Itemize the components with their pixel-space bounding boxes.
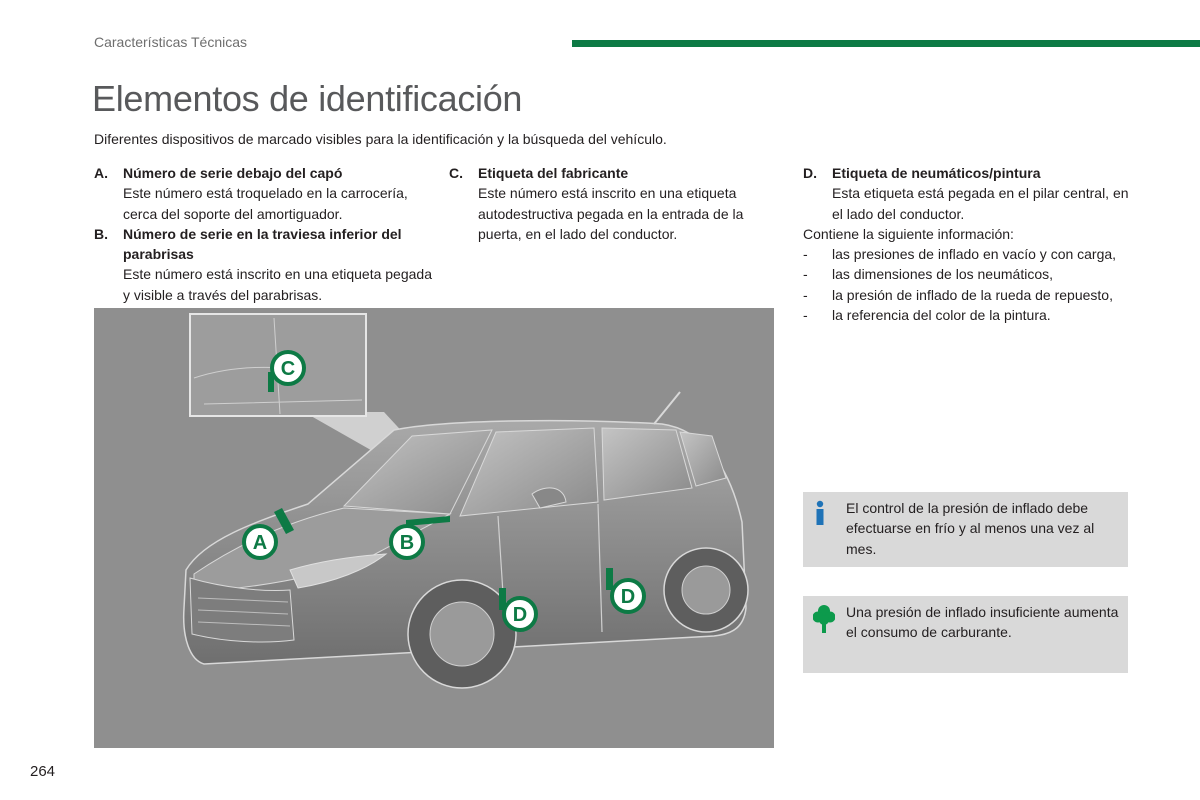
item-c-body: Este número está inscrito en una etiqueta autodestructiva pegada en la entrada de la puerta, en el lado del conductor. bbox=[478, 185, 744, 242]
intro-text: Diferentes dispositivos de marcado visibles para la identificación y la búsqueda del vehículo. bbox=[94, 131, 667, 147]
item-c-title: Etiqueta del fabricante bbox=[478, 165, 629, 181]
marker-a bbox=[244, 526, 276, 558]
item-a-title: Número de serie debajo del capó bbox=[123, 165, 343, 181]
item-b-letter: B. bbox=[94, 225, 108, 242]
bullet-dash: - bbox=[803, 286, 808, 303]
marker-d-front bbox=[504, 598, 536, 630]
column-left bbox=[94, 163, 434, 305]
item-d-letter: D. bbox=[803, 165, 817, 181]
marker-c bbox=[272, 352, 304, 384]
marker-b bbox=[391, 526, 423, 558]
eco-note bbox=[803, 596, 1128, 673]
list-item bbox=[803, 305, 1133, 325]
bullet-text: la referencia del color de la pintura. bbox=[832, 307, 1051, 324]
header-accent-bar bbox=[572, 40, 1200, 47]
marker-a-label: A bbox=[252, 532, 268, 554]
tree-icon bbox=[813, 604, 835, 639]
item-a-body: Este número está troquelado en la carrocería, cerca del soporte del amortiguador. bbox=[123, 185, 408, 222]
info-note-text: El control de la presión de inflado debe efectuarse en frío y al menos una vez al mes. bbox=[846, 500, 1095, 557]
marker-b-label: B bbox=[399, 532, 415, 554]
item-b-title: Número de serie en la traviesa inferior del parabrisas bbox=[123, 225, 402, 263]
marker-d2-label: D bbox=[620, 586, 636, 608]
column-right bbox=[803, 163, 1133, 325]
antenna bbox=[654, 392, 680, 424]
item-c-letter: C. bbox=[449, 165, 463, 181]
item-c bbox=[449, 163, 779, 244]
bullet-dash: - bbox=[803, 246, 808, 263]
car-diagram bbox=[94, 308, 774, 748]
list-item bbox=[803, 264, 1133, 284]
list-item bbox=[803, 285, 1133, 305]
column-middle bbox=[449, 163, 779, 244]
page-number: 264 bbox=[30, 763, 56, 780]
vehicle-illustration bbox=[94, 308, 774, 748]
item-b-body: Este número está inscrito en una etiqueta pegada y visible a través del parabrisas. bbox=[123, 266, 432, 303]
front-wheel-rim bbox=[430, 602, 494, 666]
bullet-text: las dimensiones de los neumáticos, bbox=[832, 266, 1054, 283]
car-rear-window bbox=[602, 428, 692, 500]
item-d bbox=[803, 163, 1133, 325]
item-a-letter: A. bbox=[94, 165, 108, 181]
marker-d1-label: D bbox=[512, 604, 528, 626]
marker-c-label: C bbox=[280, 358, 296, 380]
item-d-body: Esta etiqueta está pegada en el pilar central, en el lado del conductor. bbox=[832, 185, 1129, 222]
item-a bbox=[94, 163, 434, 224]
info-icon bbox=[813, 500, 827, 531]
info-note bbox=[803, 492, 1128, 567]
item-d-contains-label: Contiene la siguiente información: bbox=[803, 225, 1014, 242]
eco-note-text: Una presión de inflado insuficiente aumenta el consumo de carburante. bbox=[846, 604, 1119, 641]
rear-wheel-rim bbox=[682, 566, 730, 614]
item-d-title: Etiqueta de neumáticos/pintura bbox=[832, 165, 1041, 181]
bullet-dash: - bbox=[803, 266, 808, 283]
bullet-text: las presiones de inflado en vacío y con carga, bbox=[832, 246, 1117, 263]
marker-d-pillar bbox=[612, 580, 644, 612]
bullet-dash: - bbox=[803, 307, 808, 324]
tag-mark-d2 bbox=[606, 568, 613, 590]
bullet-text: la presión de inflado de la rueda de repuesto, bbox=[832, 286, 1113, 303]
section-label: Características Técnicas bbox=[94, 34, 248, 50]
list-item bbox=[803, 244, 1133, 264]
item-b bbox=[94, 224, 434, 305]
page-title: Elementos de identificación bbox=[92, 78, 523, 119]
